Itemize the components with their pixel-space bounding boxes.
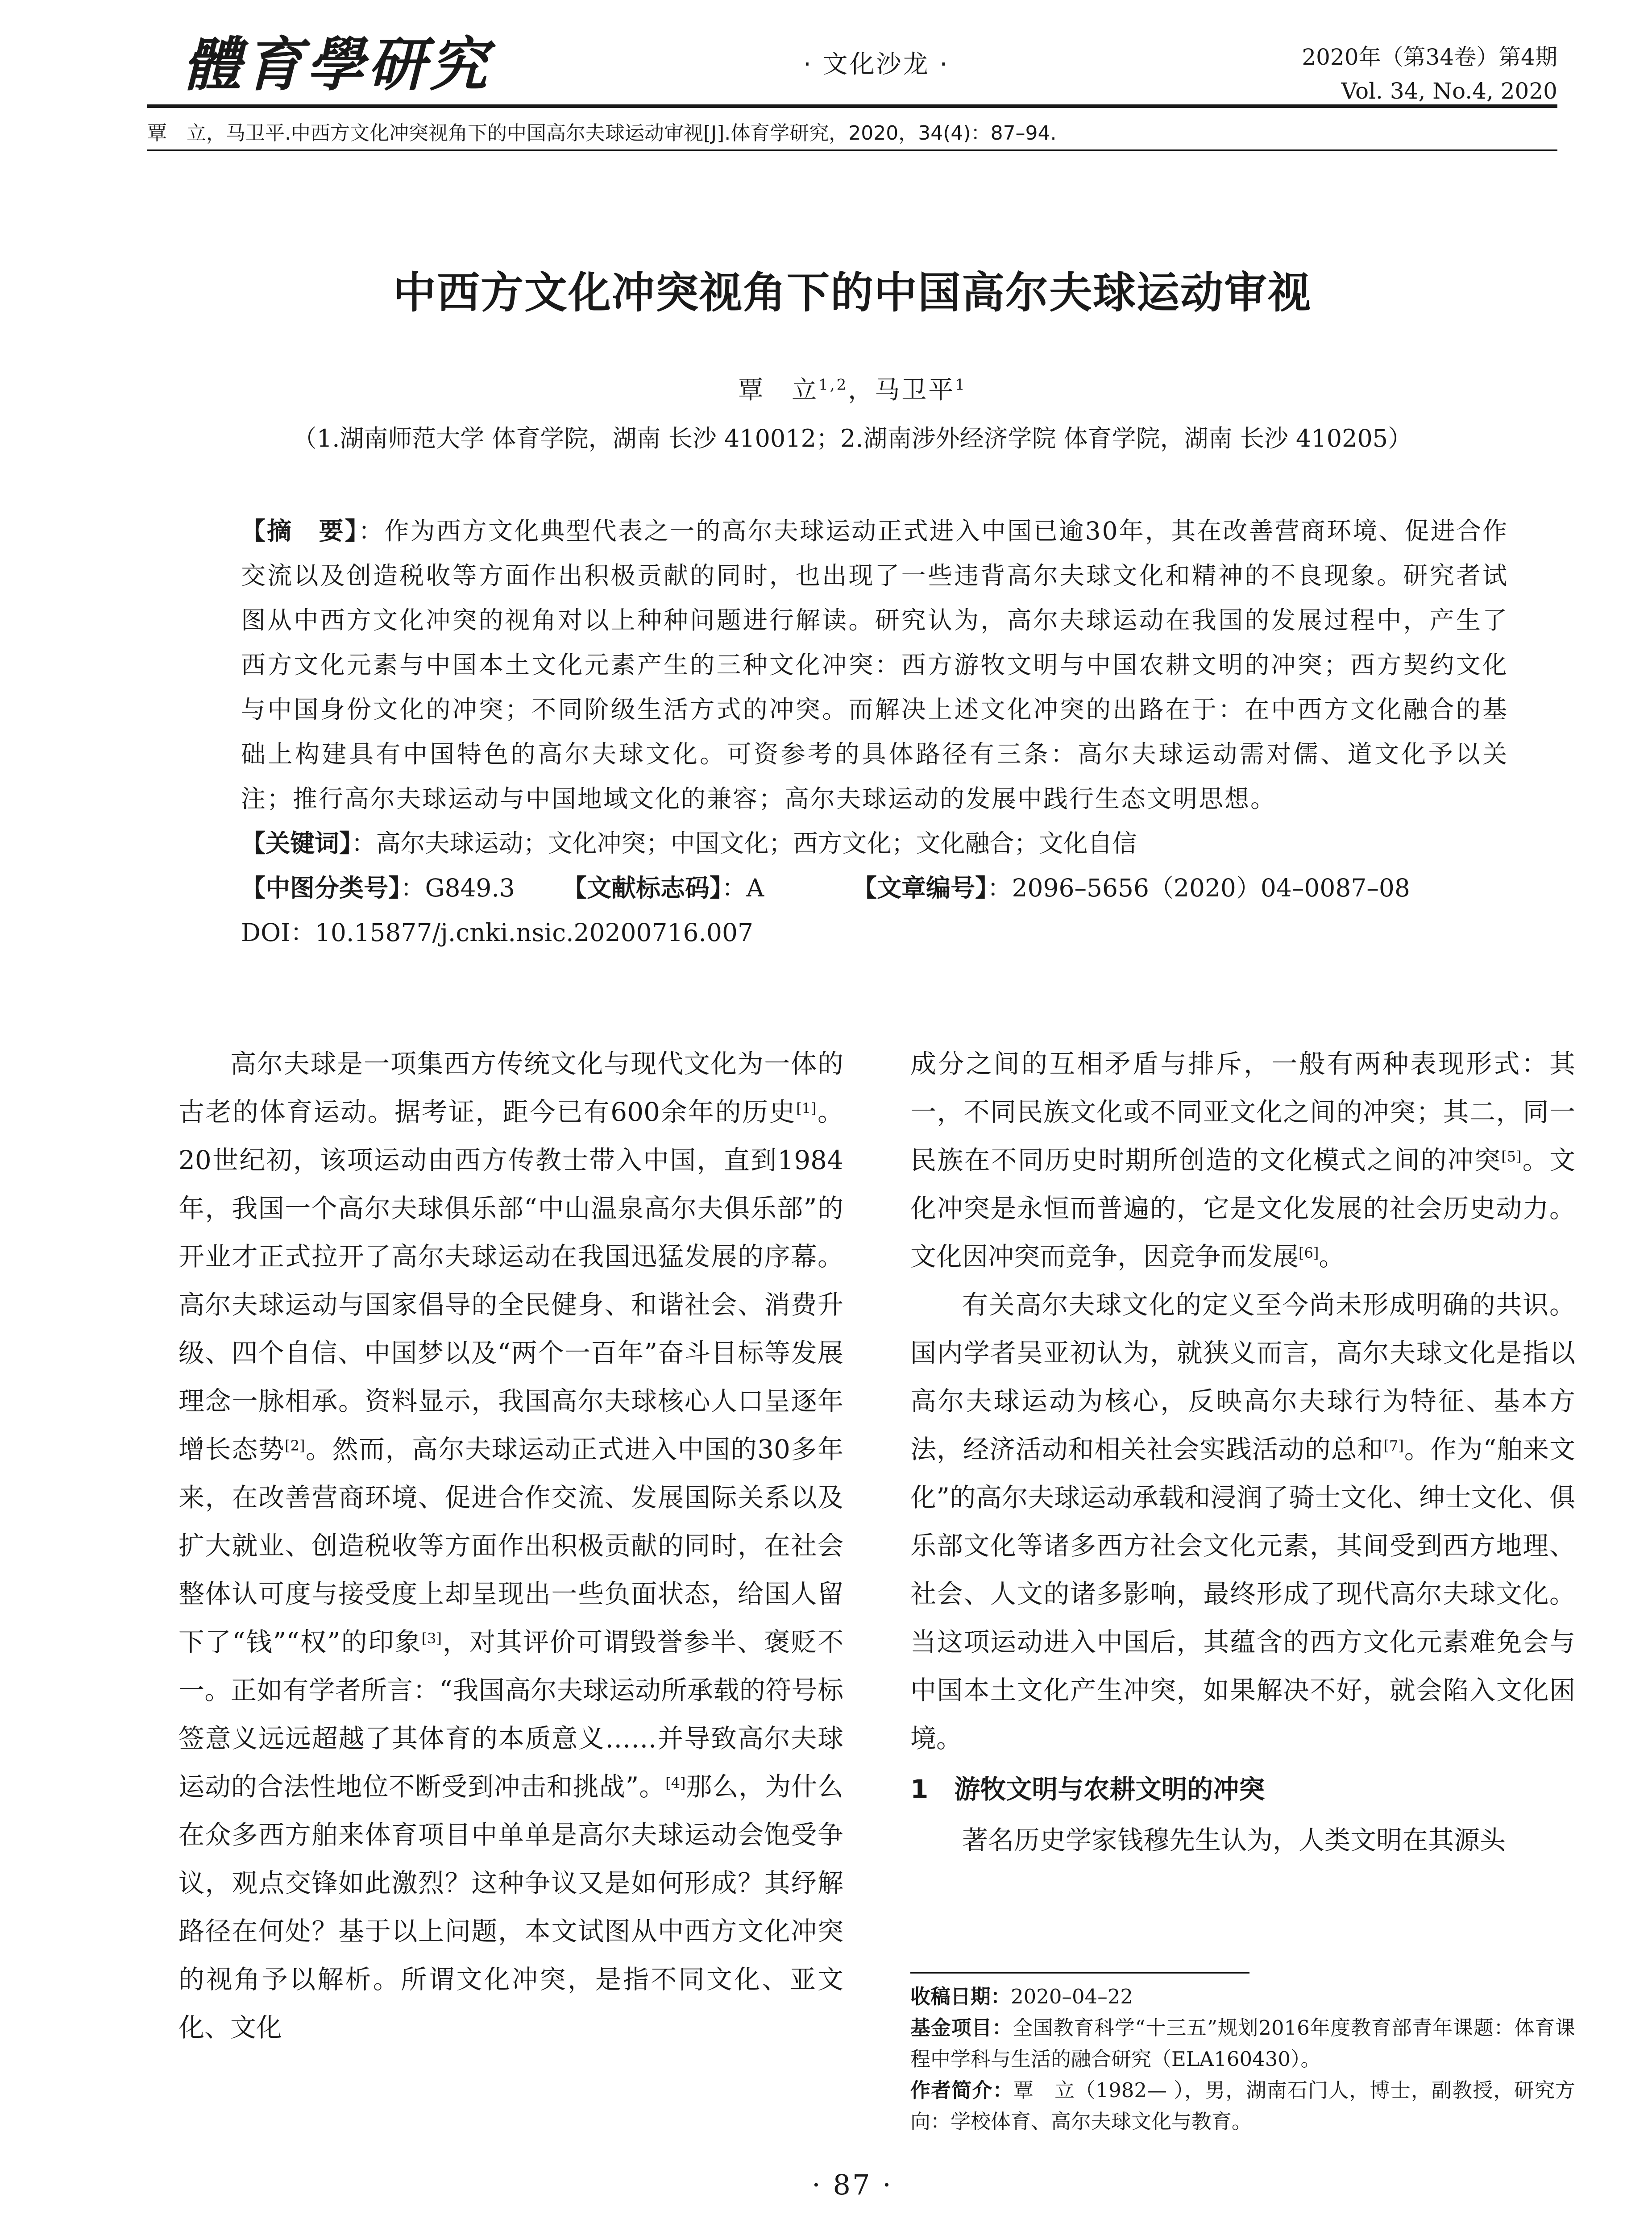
bio-value: 覃 立（1982— ），男，湖南石门人，博士，副教授，研究方向：学校体育、高尔夫球文化与教育。 <box>910 2078 1575 2133</box>
body-paragraph: 著名历史学家钱穆先生认为，人类文明在其源头 <box>962 1825 1506 1855</box>
keywords <box>241 821 1508 866</box>
clc-value: ：G849.3 <box>400 874 515 902</box>
classification-row <box>241 866 1508 910</box>
author-separator: ， <box>848 376 875 405</box>
abstract-label: 【摘 要】 <box>241 517 359 545</box>
column-tag: · 文化沙龙 · <box>803 50 950 79</box>
reference-mark: [7] <box>1383 1437 1404 1454</box>
reference-mark: [5] <box>1501 1148 1522 1165</box>
fund-value: 全国教育科学“十三五”规划2016年度教育部青年课题：体育课程中学科与生活的融合研究（ELA160430）。 <box>910 2016 1575 2071</box>
abstract-text: ：作为西方文化典型代表之一的高尔夫球运动正式进入中国已逾30年，其在改善营商环境、促进合作交流以及创造税收等方面作出积极贡献的同时，也出现了一些违背高尔夫球文化和精神的不良现象。研究者试图从中西方文化冲突的视角对以上种种问题进行解读。研究认为，高尔夫球运动在我国的发展过程中，产生了西方文化元素与中国本土文化元素产生的三种文化冲突：西方游牧文明与中国农耕文明的冲突；西方契约文化与中国身份文化的冲突；不同阶级生活方式的冲突。而解决上述文化冲突的出路在于：在中西方文化融合的基础上构建具有中国特色的高尔夫球文化。可资参考的具体路径有三条：高尔夫球运动需对儒、道文化予以关注；推行高尔夫球运动与中国地域文化的兼容；高尔夫球运动的发展中践行生态文明思想。 <box>241 517 1508 813</box>
received-date <box>910 1981 1575 2012</box>
affiliations: （1.湖南师范大学 体育学院，湖南 长沙 410012；2.湖南涉外经济学院 体育学院，湖南 长沙 410205） <box>292 424 1412 452</box>
body-text: 高尔夫球是一项集西方传统文化与现代文化为一体的古老的体育运动。据考证，距今已有600余年的历史 <box>178 1049 843 1127</box>
reference-mark: [3] <box>421 1630 442 1647</box>
art-value: ：2096–5656（2020）04–0087–08 <box>987 874 1410 902</box>
body-text: 。文化冲突是永恒而普遍的，它是文化发展的社会历史动力。文化因冲突而竞争，因竞争而发展 <box>910 1145 1575 1272</box>
fund-info <box>910 2012 1575 2075</box>
doc-cell <box>562 866 852 910</box>
section-heading: 1 游牧文明与农耕文明的冲突 <box>910 1774 1265 1804</box>
issue-cn: 2020年（第34卷）第4期 <box>1302 44 1557 70</box>
author-affil-sup: 1 <box>955 376 967 394</box>
doc-value: ：A <box>722 874 764 902</box>
body-text: ，对其评价可谓毁誉参半、褒贬不一。正如有学者所言：“我国高尔夫球运动所承载的符号标签意义远远超越了其体育的本质意义……并导致高尔夫球运动的合法性地位不断受到冲击和挑战”。 <box>178 1627 843 1802</box>
reference-mark: [6] <box>1299 1244 1319 1261</box>
author-name: 马卫平 <box>875 376 955 405</box>
footnotes <box>910 1981 1575 2137</box>
doi: DOI：10.15877/j.cnki.nsic.20200716.007 <box>241 918 753 947</box>
issue-info <box>1302 40 1557 108</box>
body-right-column <box>910 1040 1575 1864</box>
page-number: · 87 · <box>812 2169 893 2201</box>
reference-mark: [4] <box>665 1775 686 1791</box>
keywords-label: 【关键词】 <box>241 829 352 858</box>
header-rule <box>147 104 1557 108</box>
author-bio <box>910 2075 1575 2137</box>
clc-cell <box>241 866 562 910</box>
author-name: 覃 立 <box>738 376 819 405</box>
keywords-text: ：高尔夫球运动；文化冲突；中国文化；西方文化；文化融合；文化自信 <box>351 829 1137 858</box>
footnote-rule <box>910 1972 1249 1974</box>
body-text: 。 <box>1319 1241 1345 1272</box>
reference-mark: [1] <box>796 1100 817 1117</box>
clc-label: 【中图分类号】 <box>241 874 401 902</box>
body-text: 。作为“舶来文化”的高尔夫球运动承载和浸润了骑士文化、绅士文化、俱乐部文化等诸多西方社会文化元素，其间受到西方地理、社会、人文的诸多影响，最终形成了现代高尔夫球文化。当这项运动进入中国后，其蕴含的西方文化元素难免会与中国本土文化产生冲突，如果解决不好，就会陷入文化困境。 <box>910 1434 1575 1754</box>
art-cell <box>852 866 1410 910</box>
issue-en: Vol. 34, No.4, 2020 <box>1341 78 1557 104</box>
body-paragraph <box>910 1040 1575 1281</box>
received-label: 收稿日期： <box>910 1985 1011 2008</box>
body-text: 那么，为什么在众多西方舶来体育项目中单单是高尔夫球运动会饱受争议，观点交锋如此激烈？这种争议又是如何形成？其纾解路径在何处？基于以上问题，本文试图从中西方文化冲突的视角予以解析。所谓文化冲突，是指不同文化、亚文化、文化 <box>178 1771 843 2043</box>
page-header <box>147 27 1557 103</box>
body-text: 成分之间的互相矛盾与排斥，一般有两种表现形式：其一，不同民族文化或不同亚文化之间的冲突；其二，同一民族在不同历史时期所创造的文化模式之间的冲突 <box>910 1049 1575 1175</box>
art-label: 【文章编号】 <box>852 874 988 902</box>
doc-label: 【文献标志码】 <box>562 874 722 902</box>
abstract-block <box>241 509 1508 955</box>
author-affil-sup: 1,2 <box>818 376 848 394</box>
citation-rule <box>147 149 1557 151</box>
citation-line: 覃 立，马卫平.中西方文化冲突视角下的中国高尔夫球运动审视[J].体育学研究，2020，34(4)：87–94. <box>147 122 1057 145</box>
body-paragraph <box>910 1281 1575 1762</box>
body-text: 有关高尔夫球文化的定义至今尚未形成明确的共识。国内学者吴亚初认为，就狭义而言，高尔夫球文化是指以高尔夫球运动为核心，反映高尔夫球行为特征、基本方法，经济活动和相关社会实践活动的总和 <box>910 1290 1575 1464</box>
journal-logo: 體育學研究 <box>183 30 491 99</box>
abstract <box>241 509 1508 821</box>
bio-label: 作者简介： <box>910 2078 1013 2102</box>
body-text: 。然而，高尔夫球运动正式进入中国的30多年来，在改善营商环境、促进合作交流、发展国际关系以及扩大就业、创造税收等方面作出积极贡献的同时，在社会整体认可度与接受度上却呈现出一些负面状态，给国人留下了“钱”“权”的印象 <box>178 1434 843 1657</box>
fund-label: 基金项目： <box>910 2016 1013 2040</box>
body-paragraph <box>178 1040 843 2052</box>
author-line <box>147 370 1557 406</box>
reference-mark: [2] <box>285 1437 305 1454</box>
body-text: 。20世纪初，该项运动由西方传教士带入中国，直到1984年，我国一个高尔夫球俱乐部“中山温泉高尔夫俱乐部”的开业才正式拉开了高尔夫球运动在我国迅猛发展的序幕。高尔夫球运动与国家倡导的全民健身、和谐社会、消费升级、四个自信、中国梦以及“两个一百年”奋斗目标等发展理念一脉相承。资料显示，我国高尔夫球核心人口呈逐年增长态势 <box>178 1097 843 1464</box>
received-value: 2020–04–22 <box>1011 1985 1133 2008</box>
body-left-column <box>178 1040 843 2052</box>
article-title: 中西方文化冲突视角下的中国高尔夫球运动审视 <box>393 268 1312 318</box>
